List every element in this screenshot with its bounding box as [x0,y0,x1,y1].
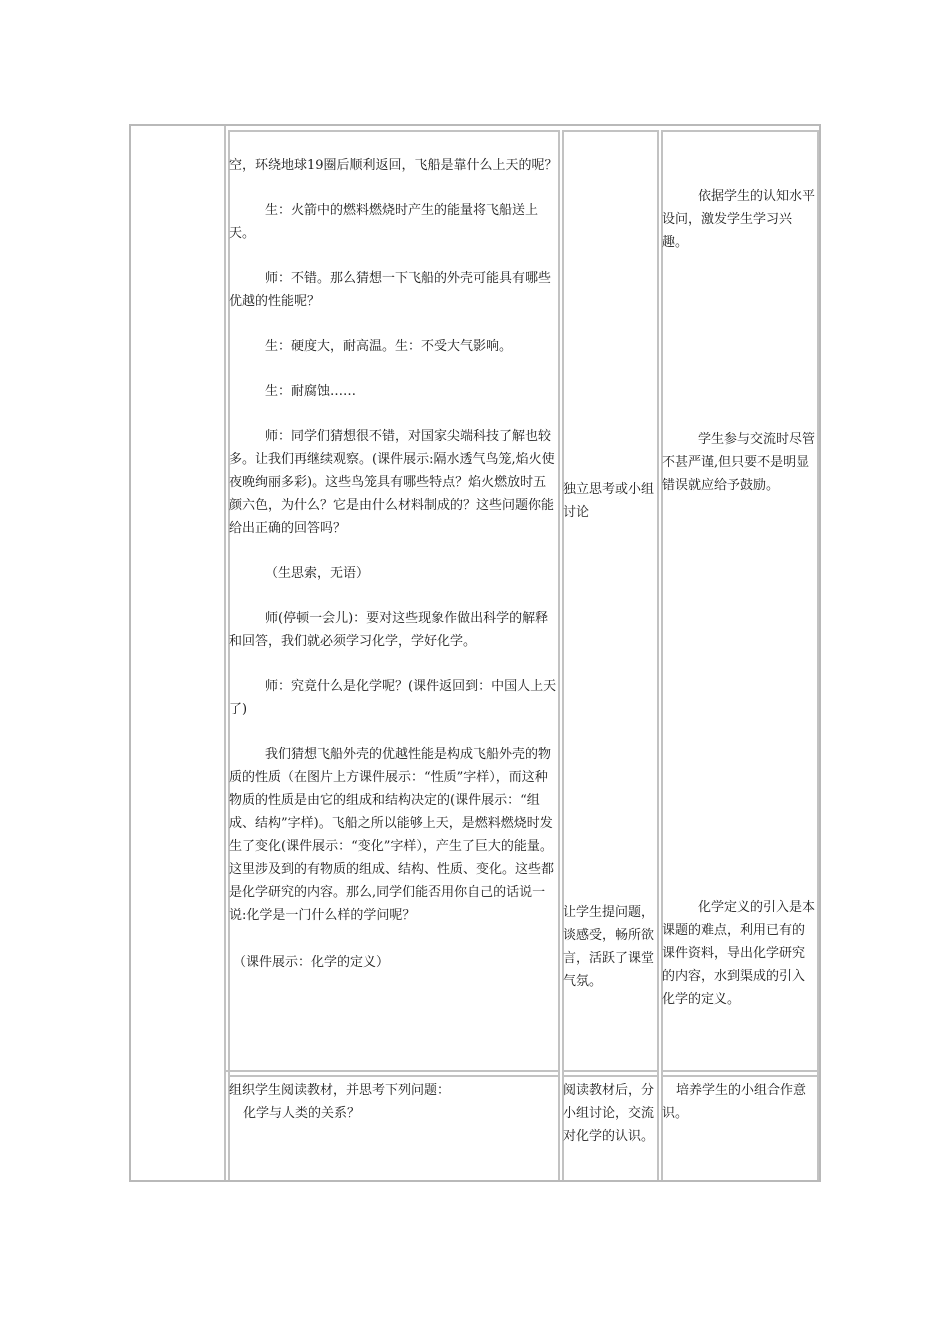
column-divider-5 [657,130,659,1180]
student-activity-text: 让学生提问题，谈感受，畅所欲言，活跃了课堂气氛。 [563,905,655,989]
teaching-process-cell-row2 [229,1079,558,1125]
paragraph: 生：火箭中的燃料燃烧时产生的能量将飞船送上天。 [229,203,539,241]
student-activity-cell-2 [563,901,656,993]
design-intent-cell-1 [662,185,816,254]
student-activity-cell-1 [563,478,656,524]
column-divider-7 [817,130,819,1180]
row-divider-intent [661,1070,819,1072]
paragraph: 师：同学们猜想很不错，对国家尖端科技了解也较多。让我们再继续观察。(课件展示:隔水透气鸟笼,焰火使夜晚绚丽多彩)。这些鸟笼具有哪些特点？焰火燃放时五颜六色，为什么？它是由什么材料制成的？这些问题你能给出正确的回答吗？ [229,429,555,536]
row-top-border-activity [562,130,659,132]
column-divider-6 [661,130,663,1180]
row2-top-border-activity [562,1075,659,1077]
student-activity-text: 独立思考或小组讨论 [563,482,655,520]
design-intent-cell-row2 [662,1079,816,1125]
design-intent-cell-2 [662,428,816,497]
row2-line: 化学与人类的关系？ [243,1106,361,1121]
column-divider-4 [562,130,564,1180]
student-activity-text: 阅读教材后，分小组讨论，交流对化学的认识。 [563,1083,655,1144]
paragraph: 空，环绕地球19圈后顺利返回，飞船是靠什么上天的呢？ [229,158,558,173]
student-activity-cell-row2 [563,1079,656,1148]
row-divider-main [226,1070,560,1072]
paragraph: （课件展示：化学的定义） [233,955,390,970]
design-intent-text: 依据学生的认知水平设问，激发学生学习兴趣。 [662,189,816,250]
column-divider-3 [558,130,560,1180]
paragraph: 师(停顿一会儿)：要对这些现象作做出科学的解释和回答，我们就必须学习化学，学好化学。 [229,611,549,649]
paragraph: 生：硬度大，耐高温。生：不受大气影响。 [265,339,513,354]
design-intent-text: 培养学生的小组合作意识。 [662,1083,807,1121]
paragraph: 师：不错。那么猜想一下飞船的外壳可能具有哪些优越的性能呢？ [229,271,552,309]
row-divider-activity [562,1070,659,1072]
design-intent-text: 化学定义的引入是本课题的难点，利用已有的课件资料，导出化学研究的内容，水到渠成的引入化学的定义。 [662,900,816,1007]
design-intent-text: 学生参与交流时尽管不甚严谨,但只要不是明显错误就应给予鼓励。 [662,432,816,493]
paragraph: 生：耐腐蚀…… [265,384,357,399]
paragraph: （生思索，无语） [265,566,370,581]
design-intent-cell-3 [662,896,816,1011]
paragraph: 我们猜想飞船外壳的优越性能是构成飞船外壳的物质的性质（在图片上方课件展示：“性质”字样），而这种物质的性质是由它的组成和结构决定的(课件展示：“组成、结构”字样)。飞船之所以能够上天，是燃料燃烧时发生了变化(课件展示：“变化”字样），产生了巨大的能量。这里涉及到的有物质的组成、结构、性质、变化。这些都是化学研究的内容。那么,同学们能否用你自己的话说一说:化学是一门什么样的学问呢？ [229,747,555,923]
row2-top-border-intent [661,1075,819,1077]
row2-top-border-main [228,1075,560,1077]
row-top-border-intent [661,130,819,132]
paragraph: 师：究竟什么是化学呢？(课件返回到：中国人上天了) [229,679,557,717]
row2-line: 组织学生阅读教材，并思考下列问题： [229,1083,451,1098]
row-top-border-main [228,130,560,132]
column-divider-1 [224,126,226,1180]
teaching-process-cell [229,154,558,974]
